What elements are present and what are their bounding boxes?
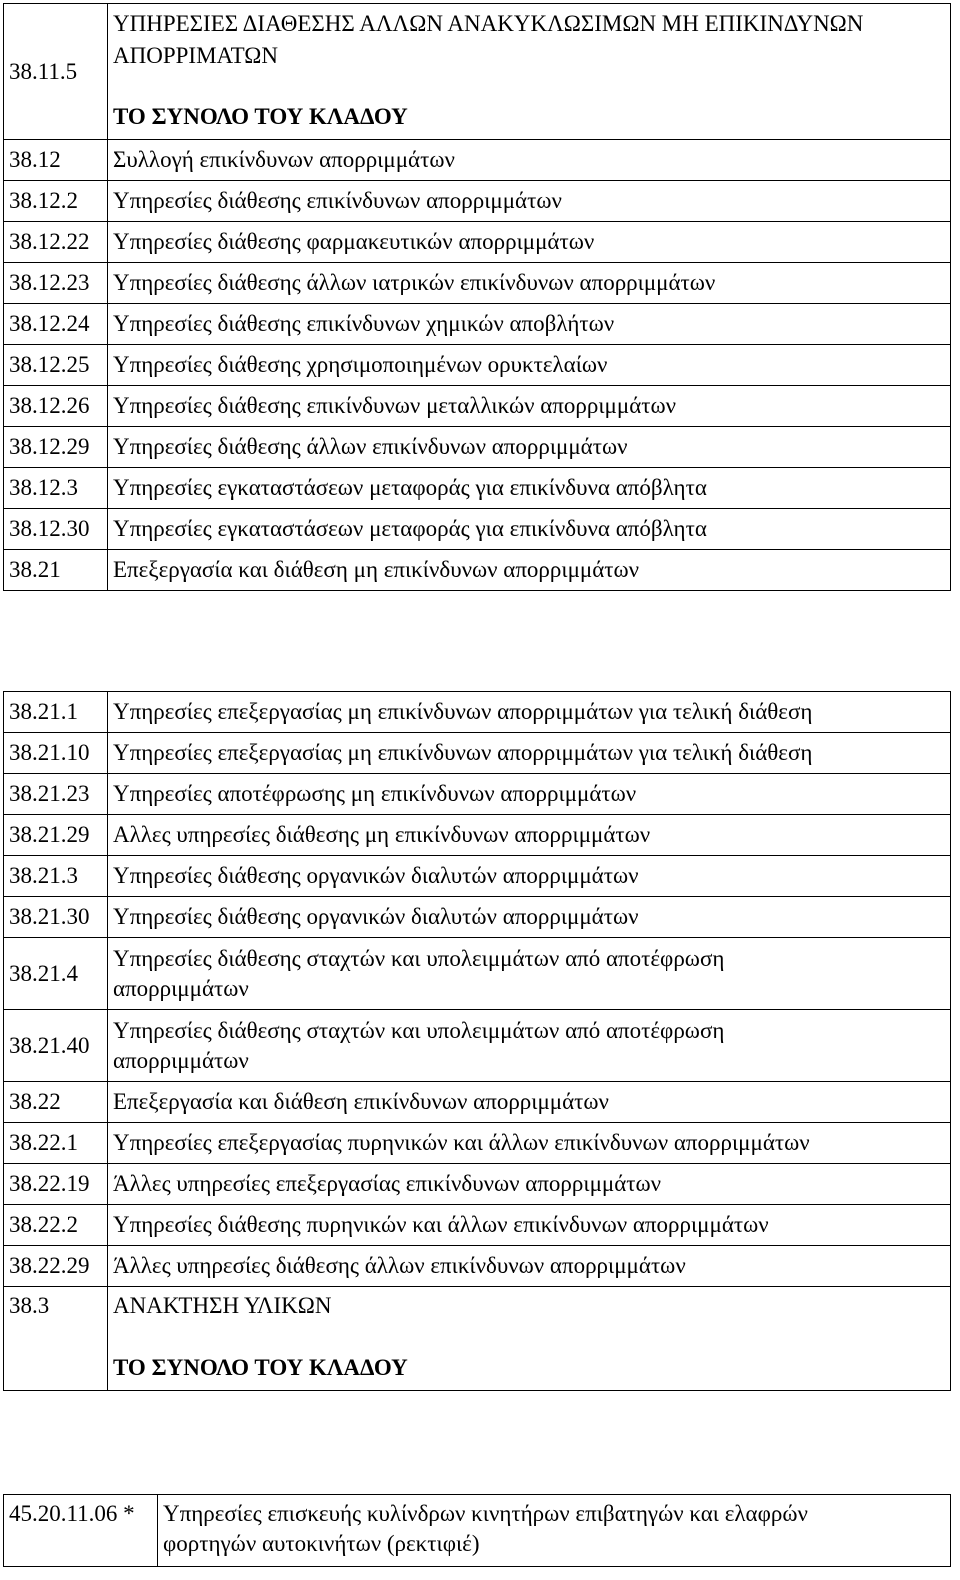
table-row bbox=[4, 1205, 951, 1246]
table-row bbox=[4, 509, 951, 550]
row-code: 38.22.1 bbox=[4, 1123, 108, 1164]
row-code: 38.21.3 bbox=[4, 856, 108, 897]
codes-table-2 bbox=[3, 691, 951, 1391]
row-code: 38.12.22 bbox=[4, 222, 108, 263]
row-code: 38.12.24 bbox=[4, 304, 108, 345]
table-row bbox=[4, 733, 951, 774]
row-desc: Υπηρεσίες εγκαταστάσεων μεταφοράς για επικίνδυνα απόβλητα bbox=[108, 468, 951, 509]
row-desc: Επεξεργασία και διάθεση επικίνδυνων απορριμμάτων bbox=[108, 1082, 951, 1123]
row-desc: Υπηρεσίες διάθεσης επικίνδυνων απορριμμάτων bbox=[108, 181, 951, 222]
section-title: ΥΠΗΡΕΣΙΕΣ ΔΙΑΘΕΣΗΣ ΑΛΛΩΝ ΑΝΑΚΥΚΛΩΣΙΜΩΝ ΜΗ ΕΠΙΚΙΝΔΥΝΩΝ ΑΠΟΡΡΙΜΑΤΩΝ bbox=[113, 11, 864, 68]
row-code: 38.21.1 bbox=[4, 692, 108, 733]
table-row bbox=[4, 263, 951, 304]
codes-table-1 bbox=[3, 3, 951, 591]
table-row bbox=[4, 140, 951, 181]
table-row bbox=[4, 856, 951, 897]
row-code: 38.12 bbox=[4, 140, 108, 181]
row-code: 38.12.30 bbox=[4, 509, 108, 550]
table-row bbox=[4, 1082, 951, 1123]
row-desc: Υπηρεσίες διάθεσης σταχτών και υπολειμμάτων από αποτέφρωση απορριμμάτων bbox=[108, 1010, 951, 1082]
row-code: 38.12.25 bbox=[4, 345, 108, 386]
row-desc: Υπηρεσίες επεξεργασίας πυρηνικών και άλλων επικίνδυνων απορριμμάτων bbox=[108, 1123, 951, 1164]
table-row bbox=[4, 1123, 951, 1164]
section-subtitle: ΤΟ ΣΥΝΟΛΟ ΤΟΥ ΚΛΑΔΟΥ bbox=[113, 1355, 408, 1380]
table-row bbox=[4, 897, 951, 938]
row-desc: Υπηρεσίες διάθεσης οργανικών διαλυτών απορριμμάτων bbox=[108, 856, 951, 897]
row-desc: Υπηρεσίες διάθεσης πυρηνικών και άλλων επικίνδυνων απορριμμάτων bbox=[108, 1205, 951, 1246]
section-code: 38.3 bbox=[4, 1287, 108, 1391]
table-row bbox=[4, 468, 951, 509]
section-title-cell bbox=[108, 4, 951, 140]
table-row bbox=[4, 1010, 951, 1082]
section-code: 38.11.5 bbox=[4, 4, 108, 140]
row-desc: Υπηρεσίες διάθεσης χρησιμοποιημένων ορυκτελαίων bbox=[108, 345, 951, 386]
row-code: 38.22.29 bbox=[4, 1246, 108, 1287]
row-desc: Υπηρεσίες αποτέφρωσης μη επικίνδυνων απορριμμάτων bbox=[108, 774, 951, 815]
section-title: ΑΝΑΚΤΗΣΗ ΥΛΙΚΩΝ bbox=[113, 1293, 332, 1318]
row-code: 38.22 bbox=[4, 1082, 108, 1123]
row-code: 38.21.4 bbox=[4, 938, 108, 1010]
row-code: 38.21 bbox=[4, 550, 108, 591]
row-desc: Άλλες υπηρεσίες διάθεσης άλλων επικίνδυνων απορριμμάτων bbox=[108, 1246, 951, 1287]
table-row bbox=[4, 181, 951, 222]
table-row bbox=[4, 550, 951, 591]
section-header-row bbox=[4, 4, 951, 140]
row-code: 38.21.23 bbox=[4, 774, 108, 815]
table-row bbox=[4, 1495, 951, 1567]
row-desc: Αλλες υπηρεσίες διάθεσης μη επικίνδυνων απορριμμάτων bbox=[108, 815, 951, 856]
table-row bbox=[4, 692, 951, 733]
row-desc: Υπηρεσίες επισκευής κυλίνδρων κινητήρων επιβατηγών και ελαφρών φορτηγών αυτοκινήτων (ρεκτιφιέ) bbox=[158, 1495, 951, 1567]
row-code: 45.20.11.06 * bbox=[4, 1495, 158, 1567]
row-code: 38.12.23 bbox=[4, 263, 108, 304]
row-desc: Επεξεργασία και διάθεση μη επικίνδυνων απορριμμάτων bbox=[108, 550, 951, 591]
row-code: 38.21.29 bbox=[4, 815, 108, 856]
row-desc: Συλλογή επικίνδυνων απορριμμάτων bbox=[108, 140, 951, 181]
table-row bbox=[4, 386, 951, 427]
table-row bbox=[4, 304, 951, 345]
section-footer-row bbox=[4, 1287, 951, 1391]
row-code: 38.12.2 bbox=[4, 181, 108, 222]
row-desc: Υπηρεσίες διάθεσης άλλων επικίνδυνων απορριμμάτων bbox=[108, 427, 951, 468]
row-code: 38.21.40 bbox=[4, 1010, 108, 1082]
row-code: 38.12.3 bbox=[4, 468, 108, 509]
row-code: 38.12.26 bbox=[4, 386, 108, 427]
table-row bbox=[4, 222, 951, 263]
table-row bbox=[4, 345, 951, 386]
row-desc: Υπηρεσίες επεξεργασίας μη επικίνδυνων απορριμμάτων για τελική διάθεση bbox=[108, 733, 951, 774]
table-row bbox=[4, 1246, 951, 1287]
table-row bbox=[4, 427, 951, 468]
table-row bbox=[4, 938, 951, 1010]
row-code: 38.12.29 bbox=[4, 427, 108, 468]
row-desc: Υπηρεσίες εγκαταστάσεων μεταφοράς για επικίνδυνα απόβλητα bbox=[108, 509, 951, 550]
row-desc: Υπηρεσίες επεξεργασίας μη επικίνδυνων απορριμμάτων για τελική διάθεση bbox=[108, 692, 951, 733]
row-code: 38.22.2 bbox=[4, 1205, 108, 1246]
row-desc: Υπηρεσίες διάθεσης οργανικών διαλυτών απορριμμάτων bbox=[108, 897, 951, 938]
row-desc: Υπηρεσίες διάθεσης επικίνδυνων χημικών αποβλήτων bbox=[108, 304, 951, 345]
section-subtitle: ΤΟ ΣΥΝΟΛΟ ΤΟΥ ΚΛΑΔΟΥ bbox=[113, 104, 408, 129]
row-desc: Άλλες υπηρεσίες επεξεργασίας επικίνδυνων απορριμμάτων bbox=[108, 1164, 951, 1205]
row-desc: Υπηρεσίες διάθεσης επικίνδυνων μεταλλικών απορριμμάτων bbox=[108, 386, 951, 427]
section-title-cell bbox=[108, 1287, 951, 1391]
table-row bbox=[4, 815, 951, 856]
row-desc: Υπηρεσίες διάθεσης άλλων ιατρικών επικίνδυνων απορριμμάτων bbox=[108, 263, 951, 304]
table-row bbox=[4, 774, 951, 815]
row-code: 38.22.19 bbox=[4, 1164, 108, 1205]
row-code: 38.21.30 bbox=[4, 897, 108, 938]
codes-table-3 bbox=[3, 1494, 951, 1567]
row-desc: Υπηρεσίες διάθεσης φαρμακευτικών απορριμμάτων bbox=[108, 222, 951, 263]
row-desc: Υπηρεσίες διάθεσης σταχτών και υπολειμμάτων από αποτέφρωση απορριμμάτων bbox=[108, 938, 951, 1010]
row-code: 38.21.10 bbox=[4, 733, 108, 774]
table-row bbox=[4, 1164, 951, 1205]
